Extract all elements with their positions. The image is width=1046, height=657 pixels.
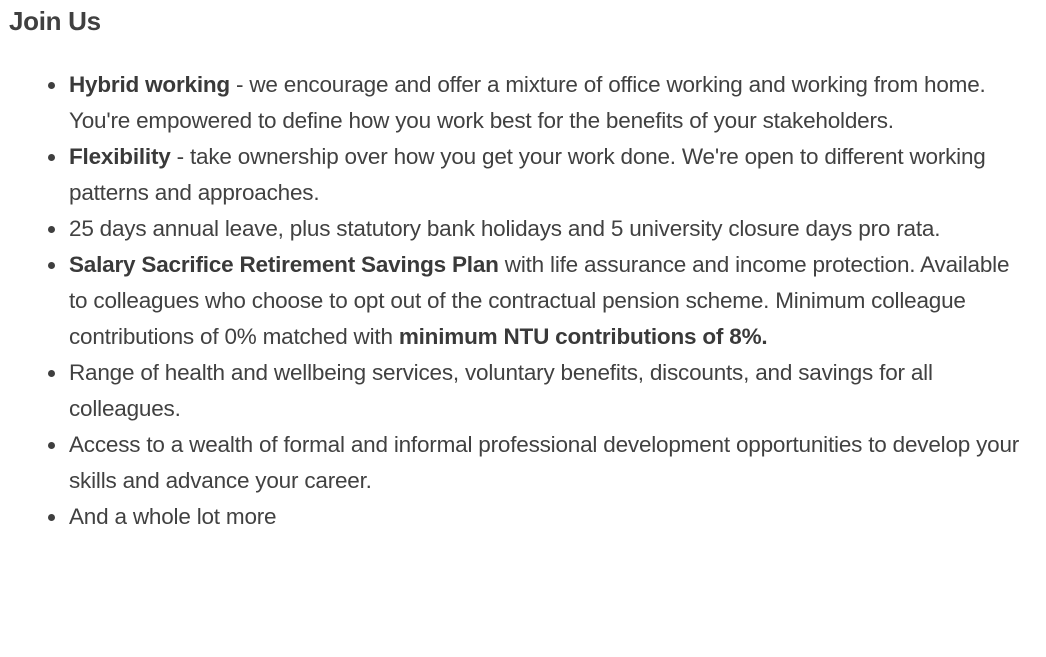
benefit-title: Flexibility <box>69 144 171 169</box>
benefit-more <box>0 499 1040 535</box>
benefit-annual-leave <box>0 211 1040 247</box>
benefit-retirement-plan <box>0 247 1040 355</box>
benefit-text: 25 days annual leave, plus statutory bank holidays and 5 university closure days pro rata. <box>69 216 941 241</box>
bullet-icon <box>48 514 55 521</box>
benefit-emphasis: minimum NTU contributions of 8%. <box>398 324 768 349</box>
bullet-icon <box>48 154 55 161</box>
benefits-list <box>0 67 1040 535</box>
benefit-title: Salary Sacrifice Retirement Savings Plan <box>69 252 499 277</box>
benefit-development <box>0 427 1040 499</box>
bullet-icon <box>48 262 55 269</box>
benefit-text: - we encourage and offer a mixture of office working and working from home. You're empowered to define how you work best for the benefits of your stakeholders. <box>69 72 986 133</box>
benefit-text: - take ownership over how you get your work done. We're open to different working patterns and approaches. <box>69 144 986 205</box>
benefit-text: Range of health and wellbeing services, voluntary benefits, discounts, and savings for all colleagues. <box>69 360 933 421</box>
bullet-icon <box>48 442 55 449</box>
benefit-text: with life assurance and income protection. Available to colleagues who choose to opt out of the contractual pension scheme. Minimum colleague contributions of 0% matched with <box>69 252 1010 349</box>
bullet-icon <box>48 226 55 233</box>
benefit-text: And a whole lot more <box>69 504 277 529</box>
benefit-flexibility <box>0 139 1040 211</box>
benefit-wellbeing <box>0 355 1040 427</box>
bullet-icon <box>48 370 55 377</box>
benefit-title: Hybrid working <box>69 72 230 97</box>
benefit-hybrid-working <box>0 67 1040 139</box>
benefit-text: Access to a wealth of formal and informal professional development opportunities to develop your skills and advance your career. <box>69 432 1020 493</box>
section-heading: Join Us <box>9 6 101 36</box>
bullet-icon <box>48 82 55 89</box>
